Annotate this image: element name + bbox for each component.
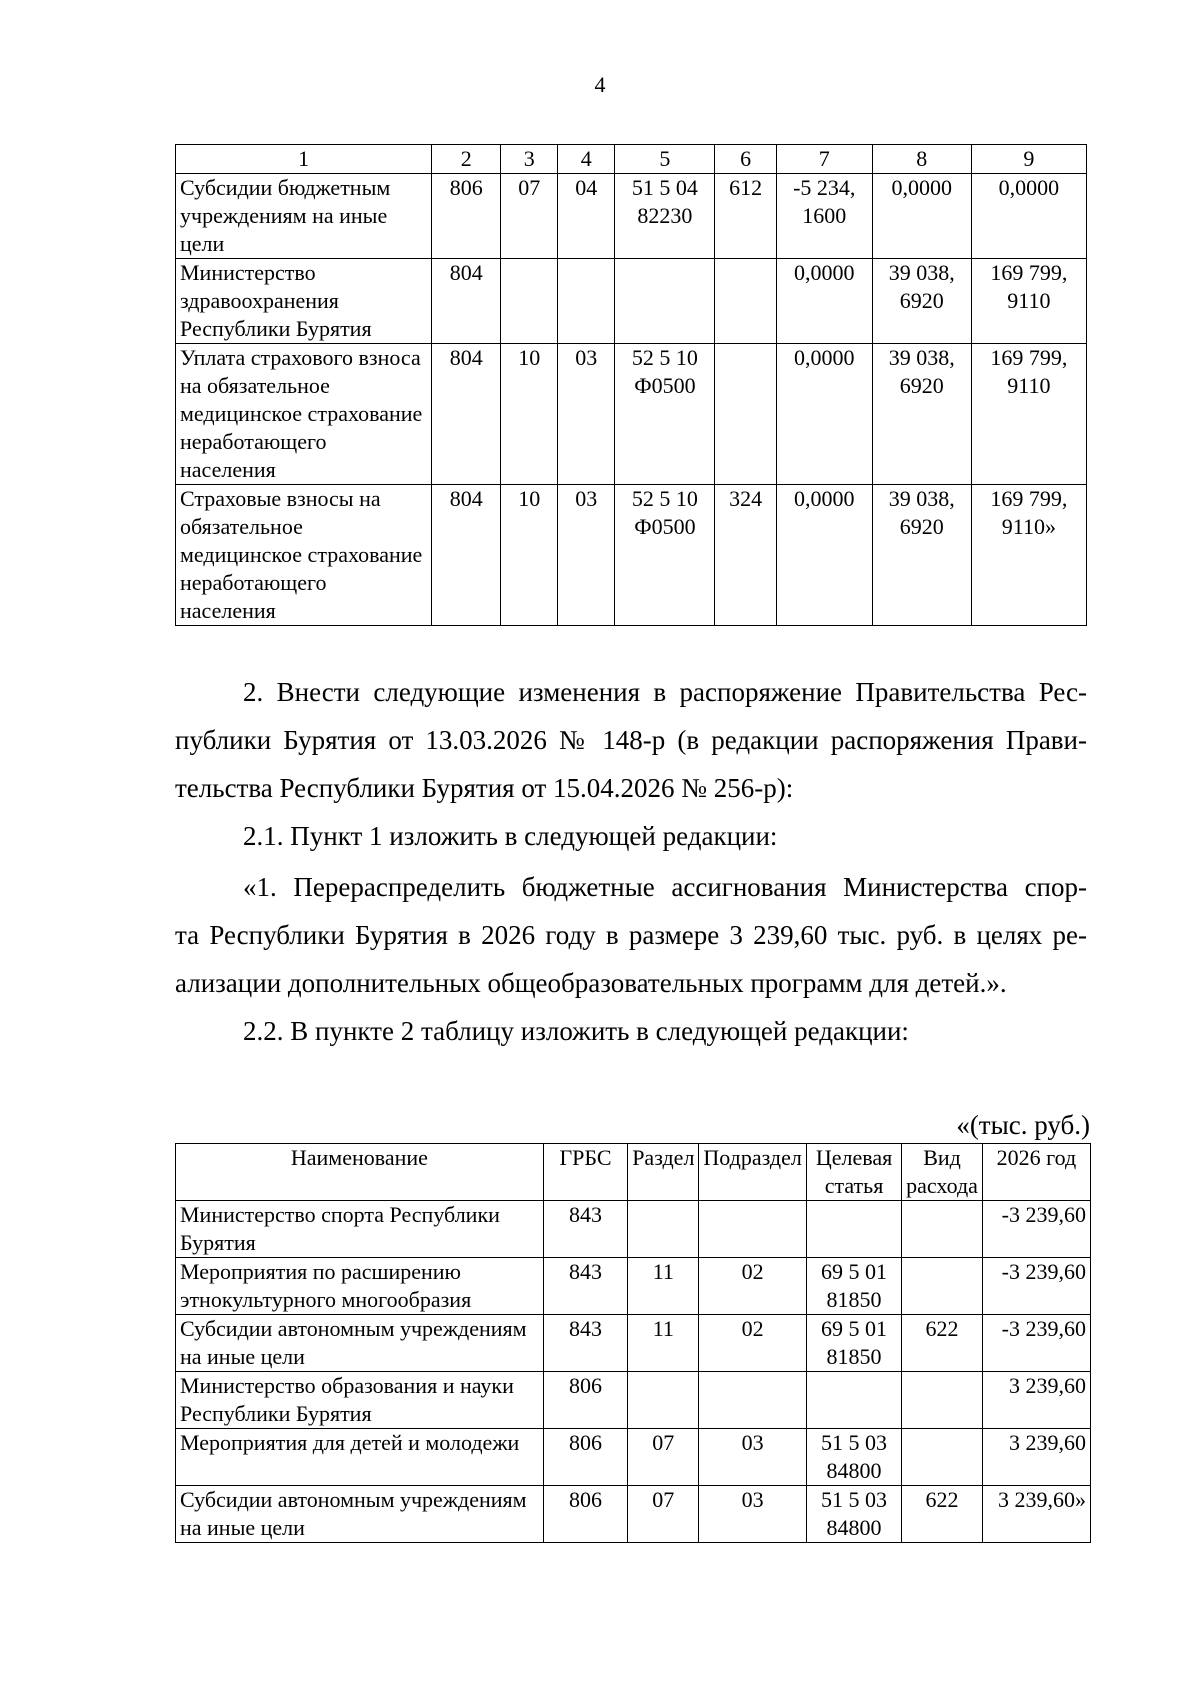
cell-amount: -3 239,60 [982, 1201, 1090, 1258]
cell-razdel: 11 [628, 1315, 699, 1372]
cell-statya: 69 5 01 81850 [806, 1258, 901, 1315]
cell-podrazdel [699, 1201, 806, 1258]
cell-statya: 52 5 10 Ф0500 [615, 344, 715, 485]
table-row [176, 1486, 1091, 1543]
cell-razdel [628, 1372, 699, 1429]
cell-statya: 52 5 10 Ф0500 [615, 485, 715, 626]
cell-grbs: 843 [543, 1315, 627, 1372]
cell-amount: -3 239,60 [982, 1258, 1090, 1315]
cell-razdel: 10 [501, 485, 558, 626]
cell-vid [715, 344, 776, 485]
cell-podrazdel: 03 [558, 344, 615, 485]
cell-razdel: 07 [628, 1429, 699, 1486]
cell-amount: -3 239,60 [982, 1315, 1090, 1372]
paragraph-line: 2.2. В пункте 2 таблицу изложить в следующей редакции: [243, 1016, 909, 1046]
row-name: Министерство здравоохранения Республики Бурятия [176, 259, 432, 344]
cell-statya: 69 5 01 81850 [806, 1315, 901, 1372]
cell-razdel: 07 [501, 174, 558, 259]
cell-razdel: 07 [628, 1486, 699, 1543]
table-row [176, 344, 1087, 485]
cell-amount: 3 239,60 [982, 1372, 1090, 1429]
cell-grbs: 804 [432, 259, 501, 344]
cell-vid [715, 259, 776, 344]
table-row [176, 1258, 1091, 1315]
table-row [176, 1201, 1091, 1258]
cell-grbs: 806 [543, 1429, 627, 1486]
table-row [176, 1429, 1091, 1486]
cell-statya: 51 5 03 84800 [806, 1429, 901, 1486]
cell-vid [902, 1201, 983, 1258]
cell-statya [615, 259, 715, 344]
row-name: Субсидии бюджетным учреждениям на иные цели [176, 174, 432, 259]
table1-header-cell: 8 [872, 145, 971, 174]
row-name: Страховые взносы на обязательное медицинское страхование неработающего населения [176, 485, 432, 626]
table-row [176, 1315, 1091, 1372]
cell-vid: 622 [902, 1486, 983, 1543]
cell-grbs: 804 [432, 344, 501, 485]
cell-col7: 0,0000 [776, 485, 872, 626]
cell-amount: 3 239,60» [982, 1486, 1090, 1543]
paragraph-2 [175, 668, 1087, 812]
table1-header-cell: 7 [776, 145, 872, 174]
cell-col9: 169 799, 9110 [971, 259, 1086, 344]
cell-razdel: 10 [501, 344, 558, 485]
page-number: 4 [594, 72, 606, 97]
cell-grbs: 806 [543, 1486, 627, 1543]
row-name: Субсидии автономным учреждениям на иные цели [176, 1486, 544, 1543]
cell-statya [806, 1372, 901, 1429]
cell-podrazdel: 02 [699, 1258, 806, 1315]
paragraph-line: публики Бурятия от 13.03.2026 № 148-р (в редакции распоряжения Прави- [175, 725, 1087, 755]
cell-col8: 39 038, 6920 [872, 259, 971, 344]
cell-podrazdel: 04 [558, 174, 615, 259]
cell-statya: 51 5 04 82230 [615, 174, 715, 259]
cell-podrazdel [699, 1372, 806, 1429]
header-year: 2026 год [982, 1144, 1090, 1201]
table1-header-cell: 4 [558, 145, 615, 174]
table1-header-cell: 2 [432, 145, 501, 174]
table1-header-cell: 1 [176, 145, 432, 174]
cell-col8: 39 038, 6920 [872, 485, 971, 626]
table-row [176, 174, 1087, 259]
cell-grbs: 843 [543, 1258, 627, 1315]
header-vid: Вид расхода [902, 1144, 983, 1201]
row-name: Мероприятия для детей и молодежи [176, 1429, 544, 1486]
paragraph-line: 2.1. Пункт 1 изложить в следующей редакции: [243, 821, 778, 851]
table1-header-cell: 3 [501, 145, 558, 174]
cell-razdel [501, 259, 558, 344]
cell-col7: 0,0000 [776, 259, 872, 344]
paragraph-line: 2. Внести следующие изменения в распоряжение Правительства Рес- [243, 677, 1087, 707]
cell-grbs: 804 [432, 485, 501, 626]
paragraph-line: та Республики Бурятия в 2026 году в размере 3 239,60 тыс. руб. в целях ре- [175, 920, 1087, 950]
table2-header-row [176, 1144, 1091, 1201]
paragraph-line: тельства Республики Бурятия от 15.04.2026 № 256-р): [175, 773, 794, 803]
table1-header-cell: 9 [971, 145, 1086, 174]
cell-col8: 0,0000 [872, 174, 971, 259]
cell-podrazdel [558, 259, 615, 344]
header-podrazdel: Подраздел [699, 1144, 806, 1201]
cell-amount: 3 239,60 [982, 1429, 1090, 1486]
table-row [176, 485, 1087, 626]
row-name: Мероприятия по расширению этнокультурного многообразия [176, 1258, 544, 1315]
cell-grbs: 806 [432, 174, 501, 259]
header-name: Наименование [176, 1144, 544, 1201]
header-razdel: Раздел [628, 1144, 699, 1201]
cell-podrazdel: 03 [558, 485, 615, 626]
cell-podrazdel: 03 [699, 1486, 806, 1543]
cell-col9: 169 799, 9110 [971, 344, 1086, 485]
cell-podrazdel: 03 [699, 1429, 806, 1486]
row-name: Министерство спорта Республики Бурятия [176, 1201, 544, 1258]
cell-grbs: 843 [543, 1201, 627, 1258]
budget-table-2 [175, 1143, 1091, 1543]
cell-col9: 169 799, 9110» [971, 485, 1086, 626]
quoted-paragraph [175, 863, 1087, 1007]
row-name: Министерство образования и науки Республики Бурятия [176, 1372, 544, 1429]
budget-table-1 [175, 144, 1087, 626]
paragraph-line: «1. Перераспределить бюджетные ассигнования Министерства спор- [243, 872, 1087, 902]
cell-col7: 0,0000 [776, 344, 872, 485]
cell-razdel [628, 1201, 699, 1258]
cell-col8: 39 038, 6920 [872, 344, 971, 485]
table1-header-row [176, 145, 1087, 174]
paragraph-line: ализации дополнительных общеобразовательных программ для детей.». [175, 968, 1007, 998]
header-grbs: ГРБС [543, 1144, 627, 1201]
table-row [176, 259, 1087, 344]
cell-podrazdel: 02 [699, 1315, 806, 1372]
cell-vid: 622 [902, 1315, 983, 1372]
table1-header-cell: 6 [715, 145, 776, 174]
row-name: Субсидии автономным учреждениям на иные цели [176, 1315, 544, 1372]
paragraph-2-2 [175, 1007, 1087, 1055]
cell-grbs: 806 [543, 1372, 627, 1429]
header-statya: Целевая статья [806, 1144, 901, 1201]
table-row [176, 1372, 1091, 1429]
cell-col9: 0,0000 [971, 174, 1086, 259]
cell-vid [902, 1429, 983, 1486]
cell-col7: -5 234, 1600 [776, 174, 872, 259]
cell-vid: 324 [715, 485, 776, 626]
cell-vid: 612 [715, 174, 776, 259]
cell-vid [902, 1372, 983, 1429]
cell-razdel: 11 [628, 1258, 699, 1315]
cell-statya [806, 1201, 901, 1258]
paragraph-2-1 [175, 812, 1087, 860]
table1-header-cell: 5 [615, 145, 715, 174]
units-label: «(тыс. руб.) [956, 1110, 1090, 1140]
cell-vid [902, 1258, 983, 1315]
cell-statya: 51 5 03 84800 [806, 1486, 901, 1543]
row-name: Уплата страхового взноса на обязательное медицинское страхование неработающего населения [176, 344, 432, 485]
